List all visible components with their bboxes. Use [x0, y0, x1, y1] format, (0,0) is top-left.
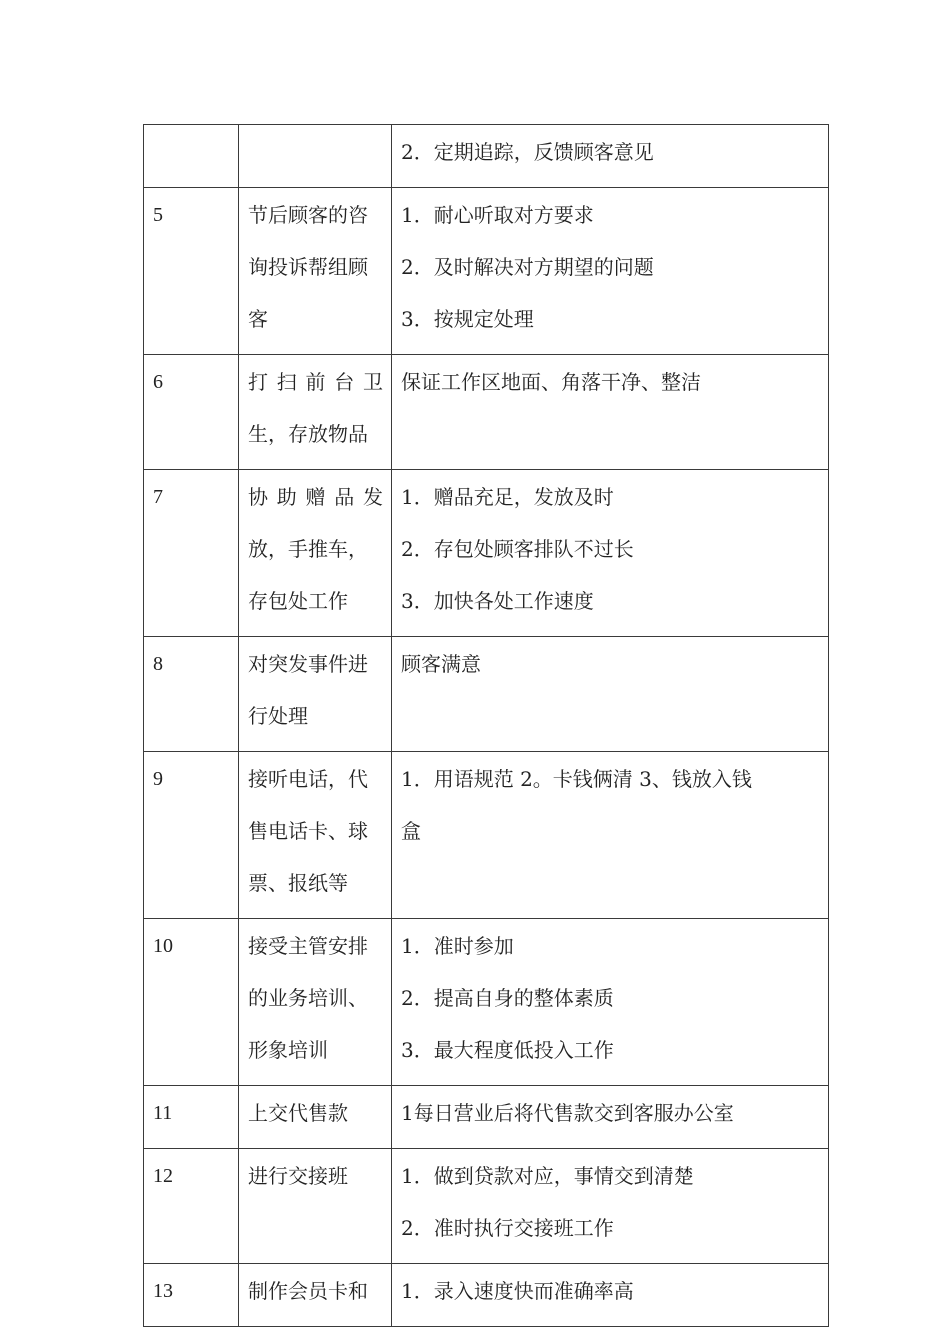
task-cell [239, 1264, 392, 1327]
standard-text-line: 1．录入速度快而准确率高 [401, 1279, 634, 1303]
standard-text-line: 2．准时执行交接班工作 [401, 1216, 614, 1240]
task-text-line: 行处理 [248, 704, 308, 728]
task-cell [239, 1149, 392, 1264]
row-number-cell [144, 125, 239, 188]
task-text-line: 存包处工作 [248, 589, 348, 613]
task-text-line: 上交代售款 [248, 1101, 348, 1125]
standard-cell [392, 355, 829, 470]
standard-text-line: 2．存包处顾客排队不过长 [401, 537, 634, 561]
row-number: 12 [153, 1165, 173, 1187]
standard-cell [392, 1086, 829, 1149]
row-number: 6 [153, 371, 163, 393]
table-row [144, 125, 829, 188]
task-cell [239, 125, 392, 188]
task-text-line: 售电话卡、球 [248, 819, 368, 843]
table-row [144, 637, 829, 752]
row-number-cell [144, 1149, 239, 1264]
standard-text-line: 1．做到贷款对应，事情交到清楚 [401, 1164, 694, 1188]
table-row [144, 470, 829, 637]
row-number-cell [144, 470, 239, 637]
standard-cell [392, 188, 829, 355]
task-text-line: 协助赠品发 [248, 485, 383, 509]
standard-text-line: 1．耐心听取对方要求 [401, 203, 594, 227]
standard-text-line: 1每日营业后将代售款交到客服办公室 [401, 1101, 734, 1125]
standard-text-line: 1．用语规范 2。卡钱俩清 3、钱放入钱 [401, 767, 752, 791]
standard-cell [392, 470, 829, 637]
table-row [144, 919, 829, 1086]
task-cell [239, 752, 392, 919]
standard-text-line: 保证工作区地面、角落干净、整洁 [401, 370, 701, 394]
task-cell [239, 355, 392, 470]
task-text-line: 进行交接班 [248, 1164, 348, 1188]
standard-cell [392, 637, 829, 752]
row-number: 11 [153, 1102, 173, 1124]
task-text-line: 票、报纸等 [248, 871, 348, 895]
task-text-line: 的业务培训、 [248, 986, 368, 1010]
standard-text-line: 2．提高自身的整体素质 [401, 986, 614, 1010]
standard-text-line: 1．赠品充足，发放及时 [401, 485, 614, 509]
task-text-line: 制作会员卡和 [248, 1279, 368, 1303]
task-text-line: 放，手推车， [248, 537, 368, 561]
row-number: 5 [153, 204, 163, 226]
standard-text-line: 顾客满意 [401, 652, 481, 676]
row-number-cell [144, 1264, 239, 1327]
row-number-cell [144, 752, 239, 919]
task-text-line: 客 [248, 307, 268, 331]
standard-cell [392, 752, 829, 919]
standard-text-line: 3．最大程度低投入工作 [401, 1038, 614, 1062]
standard-cell [392, 1264, 829, 1327]
task-cell [239, 637, 392, 752]
task-cell [239, 470, 392, 637]
table-row [144, 1086, 829, 1149]
row-number: 9 [153, 768, 163, 790]
row-number: 8 [153, 653, 163, 675]
standard-cell [392, 125, 829, 188]
table-row [144, 188, 829, 355]
row-number: 7 [153, 486, 163, 508]
table-row [144, 752, 829, 919]
task-cell [239, 919, 392, 1086]
row-number-cell [144, 355, 239, 470]
standard-text-line: 1．准时参加 [401, 934, 514, 958]
row-number: 10 [153, 935, 173, 957]
standard-text-line: 3．按规定处理 [401, 307, 534, 331]
row-number [153, 135, 230, 187]
row-number-cell [144, 637, 239, 752]
task-text-line: 打扫前台卫 [248, 370, 383, 394]
row-number: 13 [153, 1280, 173, 1302]
task-cell [239, 1086, 392, 1149]
table-body [144, 125, 829, 1327]
row-number-cell [144, 1086, 239, 1149]
task-text-line: 形象培训 [248, 1038, 328, 1062]
task-cell [239, 188, 392, 355]
table-row [144, 1149, 829, 1264]
task-text-line: 接听电话，代 [248, 767, 368, 791]
standard-text-line: 2．定期追踪，反馈顾客意见 [401, 140, 654, 164]
standard-cell [392, 1149, 829, 1264]
table-row [144, 1264, 829, 1327]
task-text-line: 对突发事件进 [248, 652, 368, 676]
task-text-line: 节后顾客的咨 [248, 203, 368, 227]
row-number-cell [144, 919, 239, 1086]
task-text-line: 生，存放物品 [248, 422, 368, 446]
standard-cell [392, 919, 829, 1086]
duty-standards-table [143, 124, 829, 1327]
task-text-line: 接受主管安排 [248, 934, 368, 958]
row-number-cell [144, 188, 239, 355]
standard-text-line: 3．加快各处工作速度 [401, 589, 594, 613]
standard-text-line: 盒 [401, 819, 421, 843]
task-text-line: 询投诉帮组顾 [248, 255, 368, 279]
standard-text-line: 2．及时解决对方期望的问题 [401, 255, 654, 279]
table-row [144, 355, 829, 470]
